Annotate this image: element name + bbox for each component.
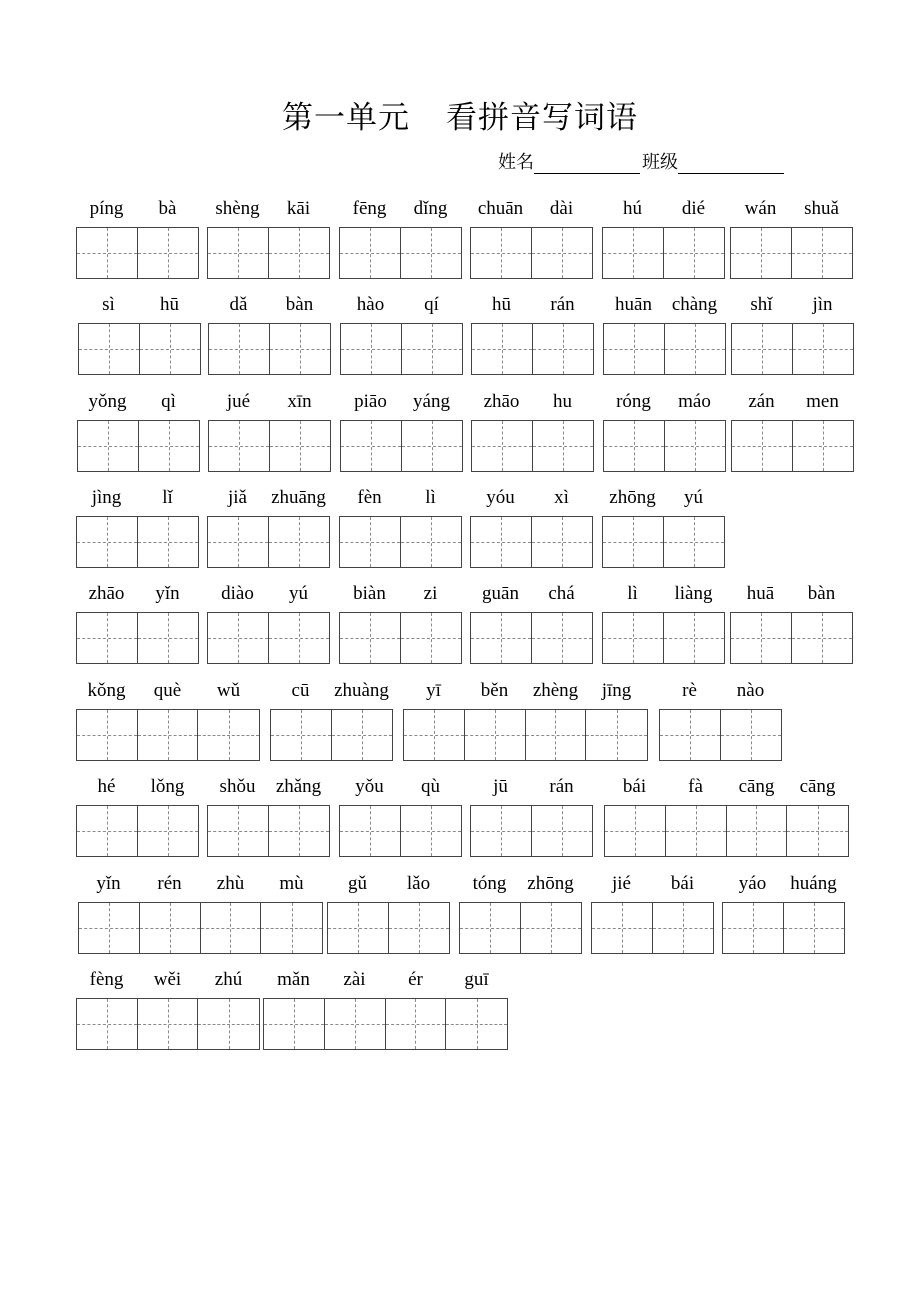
pinyin-syllable: què <box>153 680 182 701</box>
pinyin-syllable: ér <box>408 969 423 990</box>
tianzige-cell[interactable] <box>208 517 269 567</box>
tianzige-cell[interactable] <box>271 710 332 760</box>
tianzige-cell[interactable] <box>389 903 450 953</box>
tianzige-cell[interactable] <box>209 324 270 374</box>
writing-grid[interactable] <box>208 420 331 472</box>
tianzige-cell[interactable] <box>460 903 521 953</box>
pinyin-syllable: rè <box>682 680 697 701</box>
tianzige-cell[interactable] <box>79 903 140 953</box>
writing-grid[interactable] <box>339 805 462 857</box>
tianzige-cell[interactable] <box>138 710 199 760</box>
pinyin-syllable: cū <box>291 680 310 701</box>
pinyin-syllable: zhǎng <box>275 776 322 797</box>
pinyin-syllable: dǐng <box>413 198 448 219</box>
tianzige-cell[interactable] <box>209 421 270 471</box>
tianzige-cell[interactable] <box>603 517 664 567</box>
tianzige-cell[interactable] <box>77 806 138 856</box>
pinyin-syllable: jiǎ <box>228 487 247 508</box>
pinyin-syllable: fēng <box>352 198 387 219</box>
writing-grid[interactable] <box>470 227 593 279</box>
tianzige-cell[interactable] <box>208 613 269 663</box>
pinyin-syllable: zhèng <box>532 680 579 701</box>
pinyin-syllable: zhāo <box>88 583 125 604</box>
tianzige-cell[interactable] <box>660 710 721 760</box>
pinyin-syllable: chàng <box>671 294 718 315</box>
tianzige-cell[interactable] <box>471 613 532 663</box>
tianzige-cell[interactable] <box>138 806 199 856</box>
tianzige-cell[interactable] <box>325 999 386 1049</box>
writing-grid[interactable] <box>603 420 726 472</box>
pinyin-syllable: lì <box>425 487 436 508</box>
tianzige-cell[interactable] <box>472 421 533 471</box>
pinyin-syllable: wěi <box>153 969 182 990</box>
pinyin-syllable: shuǎ <box>804 198 839 219</box>
tianzige-cell[interactable] <box>793 324 854 374</box>
pinyin-syllable: rán <box>550 294 575 315</box>
pinyin-syllable: hú <box>623 198 642 219</box>
tianzige-cell[interactable] <box>261 903 322 953</box>
pinyin-syllable: kǒng <box>87 680 126 701</box>
pinyin-syllable: yǒng <box>88 391 127 412</box>
pinyin-syllable: fà <box>688 776 703 797</box>
writing-grid[interactable] <box>731 323 854 375</box>
pinyin-syllable: biàn <box>353 583 386 604</box>
tianzige-cell[interactable] <box>533 421 594 471</box>
pinyin-syllable: yáo <box>738 873 767 894</box>
writing-grid[interactable] <box>263 998 508 1050</box>
writing-grid[interactable] <box>76 227 199 279</box>
pinyin-syllable: guī <box>464 969 489 990</box>
pinyin-syllable: men <box>806 391 839 412</box>
word-row <box>0 583 920 679</box>
pinyin-syllable: zhuāng <box>271 487 326 508</box>
pinyin-syllable: tóng <box>472 873 507 894</box>
pinyin-syllable: fèng <box>89 969 124 990</box>
tianzige-cell[interactable] <box>471 806 532 856</box>
writing-grid[interactable] <box>207 227 330 279</box>
tianzige-cell[interactable] <box>328 903 389 953</box>
pinyin-syllable: huáng <box>790 873 837 894</box>
tianzige-cell[interactable] <box>526 710 587 760</box>
pinyin-syllable: bái <box>622 776 647 797</box>
pinyin-syllable: zhù <box>216 873 245 894</box>
tianzige-cell[interactable] <box>721 710 782 760</box>
tianzige-cell[interactable] <box>604 324 665 374</box>
pinyin-syllable: kāi <box>286 198 311 219</box>
pinyin-syllable: bàn <box>285 294 314 315</box>
pinyin-syllable: jìn <box>812 294 833 315</box>
pinyin-syllable: hū <box>492 294 511 315</box>
student-info <box>498 148 786 174</box>
title-unit: 第一单元 <box>282 100 410 136</box>
tianzige-cell[interactable] <box>792 228 853 278</box>
pinyin-syllable: zhú <box>214 969 243 990</box>
writing-grid[interactable] <box>207 805 330 857</box>
name-blank[interactable] <box>534 155 640 174</box>
writing-grid[interactable] <box>78 902 323 954</box>
tianzige-cell[interactable] <box>665 324 726 374</box>
pinyin-syllable: jīng <box>601 680 632 701</box>
pinyin-syllable: zi <box>423 583 438 604</box>
pinyin-syllable: huā <box>746 583 775 604</box>
tianzige-cell[interactable] <box>208 806 269 856</box>
pinyin-syllable: bái <box>670 873 695 894</box>
tianzige-cell[interactable] <box>201 903 262 953</box>
pinyin-syllable: sì <box>102 294 115 315</box>
pinyin-syllable: cāng <box>738 776 775 797</box>
tianzige-cell[interactable] <box>77 613 138 663</box>
tianzige-cell[interactable] <box>340 806 401 856</box>
tianzige-cell[interactable] <box>77 999 138 1049</box>
tianzige-cell[interactable] <box>446 999 507 1049</box>
tianzige-cell[interactable] <box>79 324 140 374</box>
pinyin-syllable: chuān <box>477 198 524 219</box>
tianzige-cell[interactable] <box>404 710 465 760</box>
pinyin-syllable: hū <box>160 294 179 315</box>
writing-grid[interactable] <box>340 323 463 375</box>
pinyin-syllable: mǎn <box>277 969 310 990</box>
writing-grid[interactable] <box>78 323 201 375</box>
tianzige-cell[interactable] <box>603 228 664 278</box>
pinyin-syllable: cāng <box>799 776 836 797</box>
writing-grid[interactable] <box>77 420 200 472</box>
tianzige-cell[interactable] <box>792 613 853 663</box>
pinyin-syllable: lì <box>627 583 638 604</box>
tianzige-cell[interactable] <box>77 228 138 278</box>
class-blank[interactable] <box>678 155 784 174</box>
tianzige-cell[interactable] <box>341 324 402 374</box>
pinyin-syllable: zhōng <box>609 487 656 508</box>
tianzige-cell[interactable] <box>665 421 726 471</box>
tianzige-cell[interactable] <box>787 806 848 856</box>
writing-grid[interactable] <box>76 709 260 761</box>
tianzige-cell[interactable] <box>140 324 201 374</box>
tianzige-cell[interactable] <box>664 613 725 663</box>
pinyin-syllable: dié <box>681 198 706 219</box>
writing-grid[interactable] <box>470 516 593 568</box>
tianzige-cell[interactable] <box>532 517 593 567</box>
tianzige-cell[interactable] <box>341 421 402 471</box>
pinyin-syllable: yǒu <box>355 776 384 797</box>
tianzige-cell[interactable] <box>731 228 792 278</box>
writing-grid[interactable] <box>207 612 330 664</box>
pinyin-syllable: hu <box>553 391 572 412</box>
tianzige-cell[interactable] <box>269 228 330 278</box>
pinyin-syllable: mù <box>279 873 304 894</box>
tianzige-cell[interactable] <box>332 710 393 760</box>
pinyin-syllable: zhuàng <box>334 680 389 701</box>
tianzige-cell[interactable] <box>138 613 199 663</box>
pinyin-syllable: yú <box>289 583 308 604</box>
writing-grid[interactable] <box>339 516 462 568</box>
pinyin-syllable: zài <box>343 969 366 990</box>
pinyin-syllable: běn <box>480 680 509 701</box>
pinyin-syllable: guān <box>482 583 519 604</box>
name-label: 姓名 <box>498 152 534 173</box>
title-task: 看拼音写词语 <box>446 100 638 136</box>
pinyin-syllable: róng <box>616 391 651 412</box>
pinyin-syllable: bà <box>158 198 177 219</box>
tianzige-cell[interactable] <box>653 903 714 953</box>
pinyin-syllable: zhāo <box>483 391 520 412</box>
tianzige-cell[interactable] <box>401 517 462 567</box>
tianzige-cell[interactable] <box>77 517 138 567</box>
word-row <box>0 969 920 1065</box>
writing-grid[interactable] <box>602 516 725 568</box>
writing-grid[interactable] <box>604 805 849 857</box>
tianzige-cell[interactable] <box>664 517 725 567</box>
writing-grid[interactable] <box>76 612 199 664</box>
pinyin-syllable: xì <box>554 487 569 508</box>
tianzige-cell[interactable] <box>138 517 199 567</box>
tianzige-cell[interactable] <box>138 228 199 278</box>
tianzige-cell[interactable] <box>465 710 526 760</box>
writing-grid[interactable] <box>403 709 648 761</box>
tianzige-cell[interactable] <box>402 421 463 471</box>
tianzige-cell[interactable] <box>264 999 325 1049</box>
pinyin-syllable: rén <box>157 873 182 894</box>
tianzige-cell[interactable] <box>784 903 845 953</box>
pinyin-syllable: máo <box>678 391 711 412</box>
tianzige-cell[interactable] <box>471 228 532 278</box>
pinyin-syllable: diào <box>221 583 254 604</box>
pinyin-syllable: jié <box>612 873 631 894</box>
writing-grid[interactable] <box>602 227 725 279</box>
pinyin-syllable: wǔ <box>216 680 241 701</box>
tianzige-cell[interactable] <box>731 613 792 663</box>
pinyin-syllable: zán <box>748 391 775 412</box>
tianzige-cell[interactable] <box>605 806 666 856</box>
tianzige-cell[interactable] <box>666 806 727 856</box>
writing-grid[interactable] <box>459 902 582 954</box>
tianzige-cell[interactable] <box>604 421 665 471</box>
word-row <box>0 294 920 390</box>
writing-grid[interactable] <box>339 227 462 279</box>
tianzige-cell[interactable] <box>471 517 532 567</box>
word-row <box>0 873 920 969</box>
word-row <box>0 487 920 583</box>
tianzige-cell[interactable] <box>340 613 401 663</box>
tianzige-cell[interactable] <box>532 228 593 278</box>
writing-grid[interactable] <box>76 805 199 857</box>
pinyin-syllable: nào <box>736 680 765 701</box>
writing-grid[interactable] <box>731 420 854 472</box>
tianzige-cell[interactable] <box>269 613 330 663</box>
tianzige-cell[interactable] <box>140 903 201 953</box>
tianzige-cell[interactable] <box>139 421 200 471</box>
tianzige-cell[interactable] <box>586 710 647 760</box>
tianzige-cell[interactable] <box>793 421 854 471</box>
tianzige-cell[interactable] <box>198 710 259 760</box>
pinyin-syllable: zhōng <box>527 873 574 894</box>
writing-grid[interactable] <box>208 323 331 375</box>
writing-grid[interactable] <box>591 902 714 954</box>
pinyin-syllable: dǎ <box>229 294 248 315</box>
tianzige-cell[interactable] <box>521 903 582 953</box>
pinyin-syllable: wán <box>744 198 777 219</box>
pinyin-syllable: shèng <box>215 198 260 219</box>
writing-grid[interactable] <box>659 709 782 761</box>
writing-grid[interactable] <box>207 516 330 568</box>
writing-grid[interactable] <box>603 323 726 375</box>
word-row <box>0 198 920 294</box>
pinyin-syllable: qì <box>161 391 176 412</box>
tianzige-cell[interactable] <box>532 806 593 856</box>
pinyin-syllable: xīn <box>287 391 312 412</box>
pinyin-syllable: dài <box>549 198 574 219</box>
writing-grid[interactable] <box>470 805 593 857</box>
tianzige-cell[interactable] <box>198 999 259 1049</box>
writing-grid[interactable] <box>602 612 725 664</box>
pinyin-syllable: hé <box>97 776 116 797</box>
writing-grid[interactable] <box>340 420 463 472</box>
tianzige-cell[interactable] <box>533 324 594 374</box>
pinyin-syllable: jué <box>226 391 251 412</box>
pinyin-syllable: lǐ <box>162 487 173 508</box>
tianzige-cell[interactable] <box>386 999 447 1049</box>
pinyin-syllable: píng <box>89 198 124 219</box>
pinyin-syllable: lǎo <box>406 873 431 894</box>
tianzige-cell[interactable] <box>732 324 793 374</box>
writing-grid[interactable] <box>730 612 853 664</box>
tianzige-cell[interactable] <box>270 421 331 471</box>
page-title <box>0 92 920 137</box>
writing-grid[interactable] <box>339 612 462 664</box>
tianzige-cell[interactable] <box>78 421 139 471</box>
pinyin-syllable: chá <box>548 583 575 604</box>
writing-grid[interactable] <box>76 998 260 1050</box>
tianzige-cell[interactable] <box>77 710 138 760</box>
tianzige-cell[interactable] <box>208 228 269 278</box>
tianzige-cell[interactable] <box>472 324 533 374</box>
pinyin-syllable: hào <box>356 294 385 315</box>
pinyin-syllable: shǒu <box>219 776 256 797</box>
pinyin-syllable: shǐ <box>750 294 773 315</box>
pinyin-syllable: yǐn <box>96 873 121 894</box>
word-row <box>0 776 920 872</box>
tianzige-cell[interactable] <box>340 517 401 567</box>
tianzige-cell[interactable] <box>269 806 330 856</box>
pinyin-syllable: yáng <box>413 391 450 412</box>
pinyin-syllable: jìng <box>91 487 122 508</box>
pinyin-syllable: jū <box>493 776 508 797</box>
writing-grid[interactable] <box>327 902 450 954</box>
pinyin-syllable: fèn <box>357 487 382 508</box>
tianzige-cell[interactable] <box>532 613 593 663</box>
pinyin-syllable: bàn <box>807 583 836 604</box>
pinyin-syllable: yóu <box>486 487 515 508</box>
tianzige-cell[interactable] <box>402 324 463 374</box>
class-label: 班级 <box>642 152 678 173</box>
pinyin-syllable: huān <box>615 294 652 315</box>
pinyin-syllable: lǒng <box>150 776 185 797</box>
writing-grid[interactable] <box>722 902 845 954</box>
tianzige-cell[interactable] <box>270 324 331 374</box>
writing-grid[interactable] <box>470 612 593 664</box>
word-row <box>0 391 920 487</box>
writing-grid[interactable] <box>471 323 594 375</box>
tianzige-cell[interactable] <box>401 228 462 278</box>
writing-grid[interactable] <box>76 516 199 568</box>
pinyin-syllable: qù <box>421 776 440 797</box>
tianzige-cell[interactable] <box>727 806 788 856</box>
pinyin-syllable: rán <box>549 776 574 797</box>
writing-grid[interactable] <box>730 227 853 279</box>
pinyin-syllable: piāo <box>354 391 387 412</box>
pinyin-syllable: gǔ <box>348 873 367 894</box>
pinyin-syllable: liàng <box>674 583 713 604</box>
tianzige-cell[interactable] <box>603 613 664 663</box>
tianzige-cell[interactable] <box>138 999 199 1049</box>
writing-grid[interactable] <box>471 420 594 472</box>
tianzige-cell[interactable] <box>340 228 401 278</box>
tianzige-cell[interactable] <box>269 517 330 567</box>
tianzige-cell[interactable] <box>664 228 725 278</box>
pinyin-syllable: yú <box>684 487 703 508</box>
pinyin-syllable: yī <box>426 680 441 701</box>
writing-grid[interactable] <box>270 709 393 761</box>
tianzige-cell[interactable] <box>401 806 462 856</box>
tianzige-cell[interactable] <box>723 903 784 953</box>
pinyin-syllable: qí <box>424 294 439 315</box>
tianzige-cell[interactable] <box>401 613 462 663</box>
tianzige-cell[interactable] <box>592 903 653 953</box>
tianzige-cell[interactable] <box>732 421 793 471</box>
pinyin-syllable: yǐn <box>155 583 180 604</box>
word-row <box>0 680 920 776</box>
